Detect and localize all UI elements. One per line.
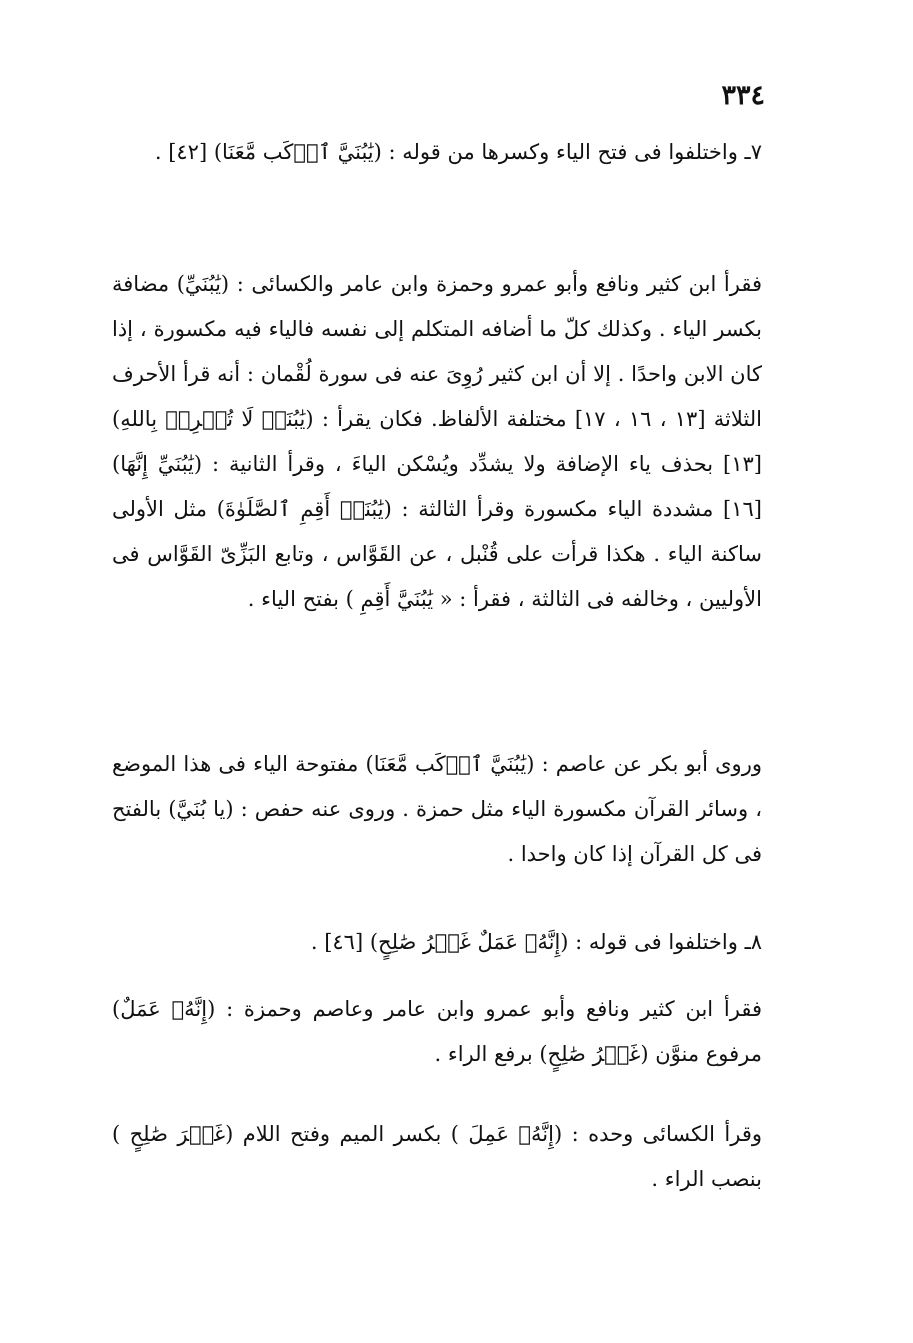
paragraph-2 (112, 262, 762, 622)
page-number: ٣٣٤ (721, 80, 765, 111)
paragraph-3-text: وروى أبو بكر عن عاصم : (يَٰبُنَيَّ ٱرۡكَب مَّعَنَا) مفتوحة الياء فى هذا الموضع ، وسائر القرآن مكسورة الياء مثل حمزة . وروى عنه حفص : (يا بُنَيَّ) بالفتح فى كل القرآن إذا كان واحدا . (112, 752, 762, 866)
paragraph-5 (112, 987, 762, 1077)
paragraph-1-text: ٧ـ واختلفوا فى فتح الياء وكسرها من قوله : (يَٰبُنَيَّ ٱرۡكَب مَّعَنَا) [٤٢] . (154, 140, 762, 164)
paragraph-6-text: وقرأ الكسائى وحده : (إِنَّهُۥ عَمِلَ ) بكسر الميم وفتح اللام (غَيۡرَ صَٰلِحٍ ) بنصب الراء . (112, 1122, 762, 1191)
paragraph-4 (112, 920, 762, 965)
paragraph-1 (112, 130, 762, 175)
paragraph-2-text: فقرأ ابن كثير ونافع وأبو عمرو وحمزة وابن عامر والكسائى : (يَٰبُنَيِّ) مضافة بكسر الياء . وكذلك كلّ ما أضافه المتكلم إلى نفسه فالياء فيه مكسورة ، إذا كان الابن واحدًا . إلا أن ابن كثير رُوِىَ عنه فى سورة لُقْمان : أنه قرأ الأحرف الثلاثة [١٣ ، ١٦ ، ١٧] مختلفة الألفاظ. فكان يقرأ : (يَٰبُنَيۡ لَا تُشۡرِكۡ بِاللهِ) [١٣] بحذف ياء الإضافة ولا يشدِّد ويُسْكن الياءَ ، وقرأ الثانية : (يَٰبُنَيِّ إِنَّهَا) [١٦] مشددة الياء مكسورة وقرأ الثالثة : (يَٰبُنَيۡ أَقِمِ ٱلصَّلَوٰةَ) مثل الأولى ساكنة الياء . هكذا قرأت على قُنْبل ، عن القَوَّاس ، وتابع البَزِّىّ القَوَّاس فى الأوليين ، وخالفه فى الثالثة ، فقرأ : « يَٰبُنَيَّ أَقِمِ ) بفتح الياء . (112, 272, 762, 611)
paragraph-6 (112, 1112, 762, 1202)
paragraph-4-text: ٨ـ واختلفوا فى قوله : (إِنَّهُۥ عَمَلٌ غَيۡرُ صَٰلِحٍ) [٤٦] . (310, 930, 762, 954)
paragraph-5-text: فقرأ ابن كثير ونافع وأبو عمرو وابن عامر وعاصم وحمزة : (إِنَّهُۥ عَمَلٌ) مرفوع منوَّن (غَيۡرُ صَٰلِحٍ) برفع الراء . (112, 997, 762, 1066)
paragraph-3 (112, 742, 762, 877)
